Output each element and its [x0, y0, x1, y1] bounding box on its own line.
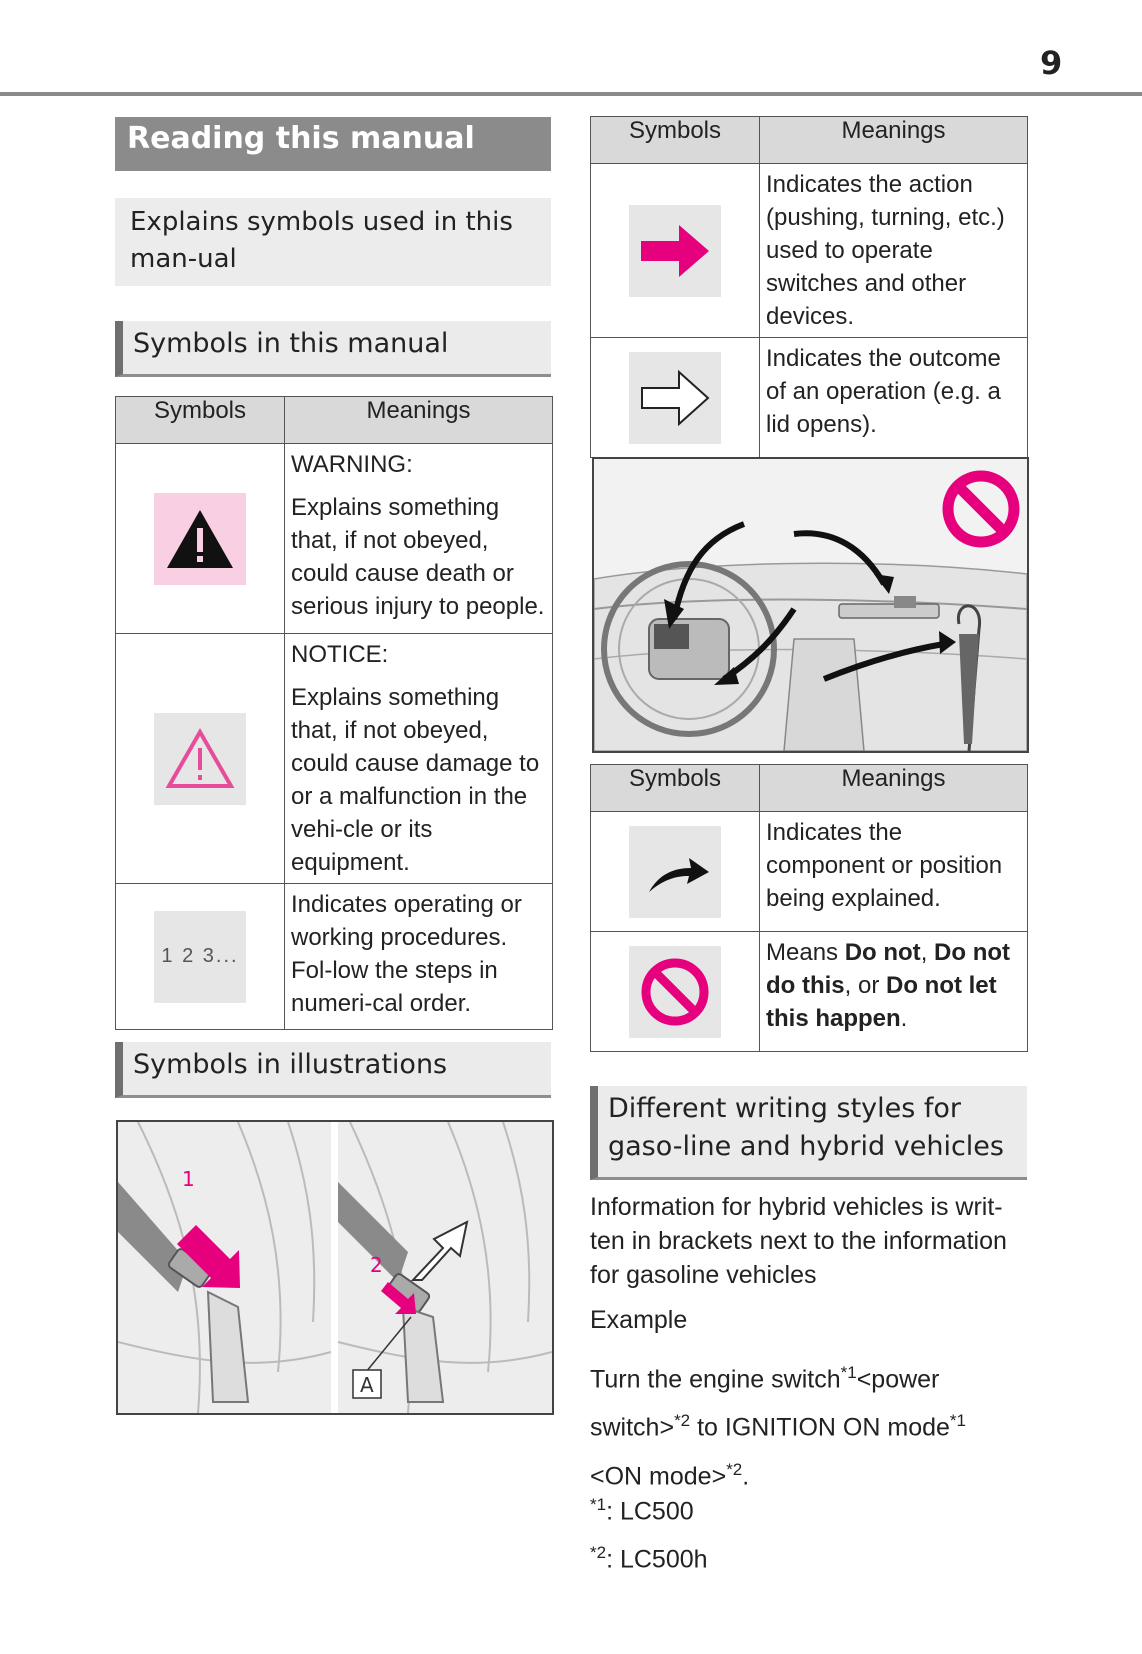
warning-meaning — [285, 444, 553, 634]
header-divider — [0, 92, 1142, 96]
step-label-2: 2 — [370, 1253, 383, 1277]
example-line1b: <power — [856, 1365, 940, 1394]
footnote-mark: *2 — [590, 1543, 607, 1563]
notice-icon — [154, 713, 246, 805]
donot-phrase-3: Do not let this happen — [766, 972, 997, 1032]
outcome-meaning: Indicates the outcome of an operation (e.g. a lid opens). — [760, 338, 1028, 458]
callout-label-a: A — [360, 1373, 374, 1397]
manual-symbols-table — [115, 396, 553, 1030]
component-meaning: Indicates the component or position being explained. — [760, 812, 1028, 932]
example-text — [590, 1352, 1030, 1497]
notice-symbol-cell — [116, 634, 285, 884]
warning-title: WARNING: — [291, 451, 413, 478]
footnote-mark: *1 — [590, 1495, 607, 1514]
donot-phrase-2: Do not do this — [766, 939, 1011, 999]
col-header-meanings: Meanings — [285, 397, 553, 444]
section-symbols-manual: Symbols in this manual — [115, 321, 551, 377]
footnote-ref: *2 — [726, 1459, 743, 1479]
page-number: 9 — [1040, 44, 1063, 82]
example-line3b: . — [742, 1461, 750, 1490]
notice-text: Explains something that, if not obeyed, could cause damage to or a malfunction in the vehi-cle or its equipment. — [291, 684, 540, 876]
steps-meaning: Indicates operating or working procedures. Fol-low the steps in numeri-cal order. — [285, 884, 553, 1030]
footnote-ref: *1 — [840, 1363, 857, 1382]
footnotes — [590, 1484, 708, 1581]
outcome-arrow-icon — [629, 352, 721, 444]
dashboard-illustration — [592, 457, 1029, 753]
action-symbols-table — [590, 116, 1028, 458]
seatbelt-illustration — [116, 1120, 554, 1415]
example-line1: Turn the engine switch — [590, 1365, 841, 1394]
action-arrow-icon — [629, 205, 721, 297]
notice-title: NOTICE: — [291, 641, 389, 668]
seatbelt-drawing — [118, 1122, 552, 1413]
donot-sep-1: , — [920, 939, 935, 966]
donot-end: . — [900, 1005, 908, 1032]
prohibition-icon — [629, 946, 721, 1038]
footnote-ref: *1 — [949, 1411, 966, 1431]
col-header-meanings: Meanings — [760, 765, 1028, 812]
warning-text: Explains something that, if not obeyed, could cause death or serious injury to people. — [291, 494, 545, 620]
action-meaning: Indicates the action (pushing, turning, etc.) used to operate switches and other devices. — [760, 164, 1028, 338]
steps-symbol: 1 2 3... — [154, 911, 246, 1003]
section-symbols-illustrations: Symbols in illustrations — [115, 1042, 551, 1098]
col-header-meanings: Meanings — [760, 117, 1028, 164]
component-symbol-cell — [591, 812, 760, 932]
component-arrow-icon — [629, 826, 721, 918]
footnote-ref: *2 — [674, 1411, 691, 1431]
example-line2: switch> — [590, 1413, 675, 1442]
donot-meaning — [760, 932, 1028, 1052]
col-header-symbols: Symbols — [116, 397, 285, 444]
donot-symbol-cell — [591, 932, 760, 1052]
steps-symbol-cell — [116, 884, 285, 1030]
col-header-symbols: Symbols — [591, 765, 760, 812]
footnote-2 — [590, 1532, 708, 1580]
page-title: Reading this manual — [115, 117, 551, 171]
col-header-symbols: Symbols — [591, 117, 760, 164]
footnote-1 — [590, 1484, 708, 1532]
outcome-symbol-cell — [591, 338, 760, 458]
donot-sep-2: , or — [844, 972, 886, 999]
warning-icon — [154, 493, 246, 585]
dashboard-drawing — [594, 459, 1027, 751]
step-label-1: 1 — [182, 1167, 195, 1191]
example-label: Example — [590, 1306, 688, 1334]
footnote-text: : LC500 — [606, 1497, 694, 1526]
example-line3: <ON mode> — [590, 1461, 727, 1490]
donot-prefix: Means — [766, 939, 845, 966]
component-symbols-table — [590, 764, 1028, 1052]
footnote-text: : LC500h — [606, 1545, 708, 1574]
action-symbol-cell — [591, 164, 760, 338]
example-line2b: to IGNITION ON mode — [690, 1413, 950, 1442]
page-subtitle: Explains symbols used in this man-ual — [115, 198, 551, 286]
donot-phrase-1: Do not — [844, 939, 921, 966]
section-writing-styles: Different writing styles for gaso-line and hybrid vehicles — [590, 1086, 1027, 1180]
notice-meaning — [285, 634, 553, 884]
warning-symbol-cell — [116, 444, 285, 634]
hybrid-info-text: Information for hybrid vehicles is writ-ten in brackets next to the information for gasoline vehicles — [590, 1193, 1007, 1289]
